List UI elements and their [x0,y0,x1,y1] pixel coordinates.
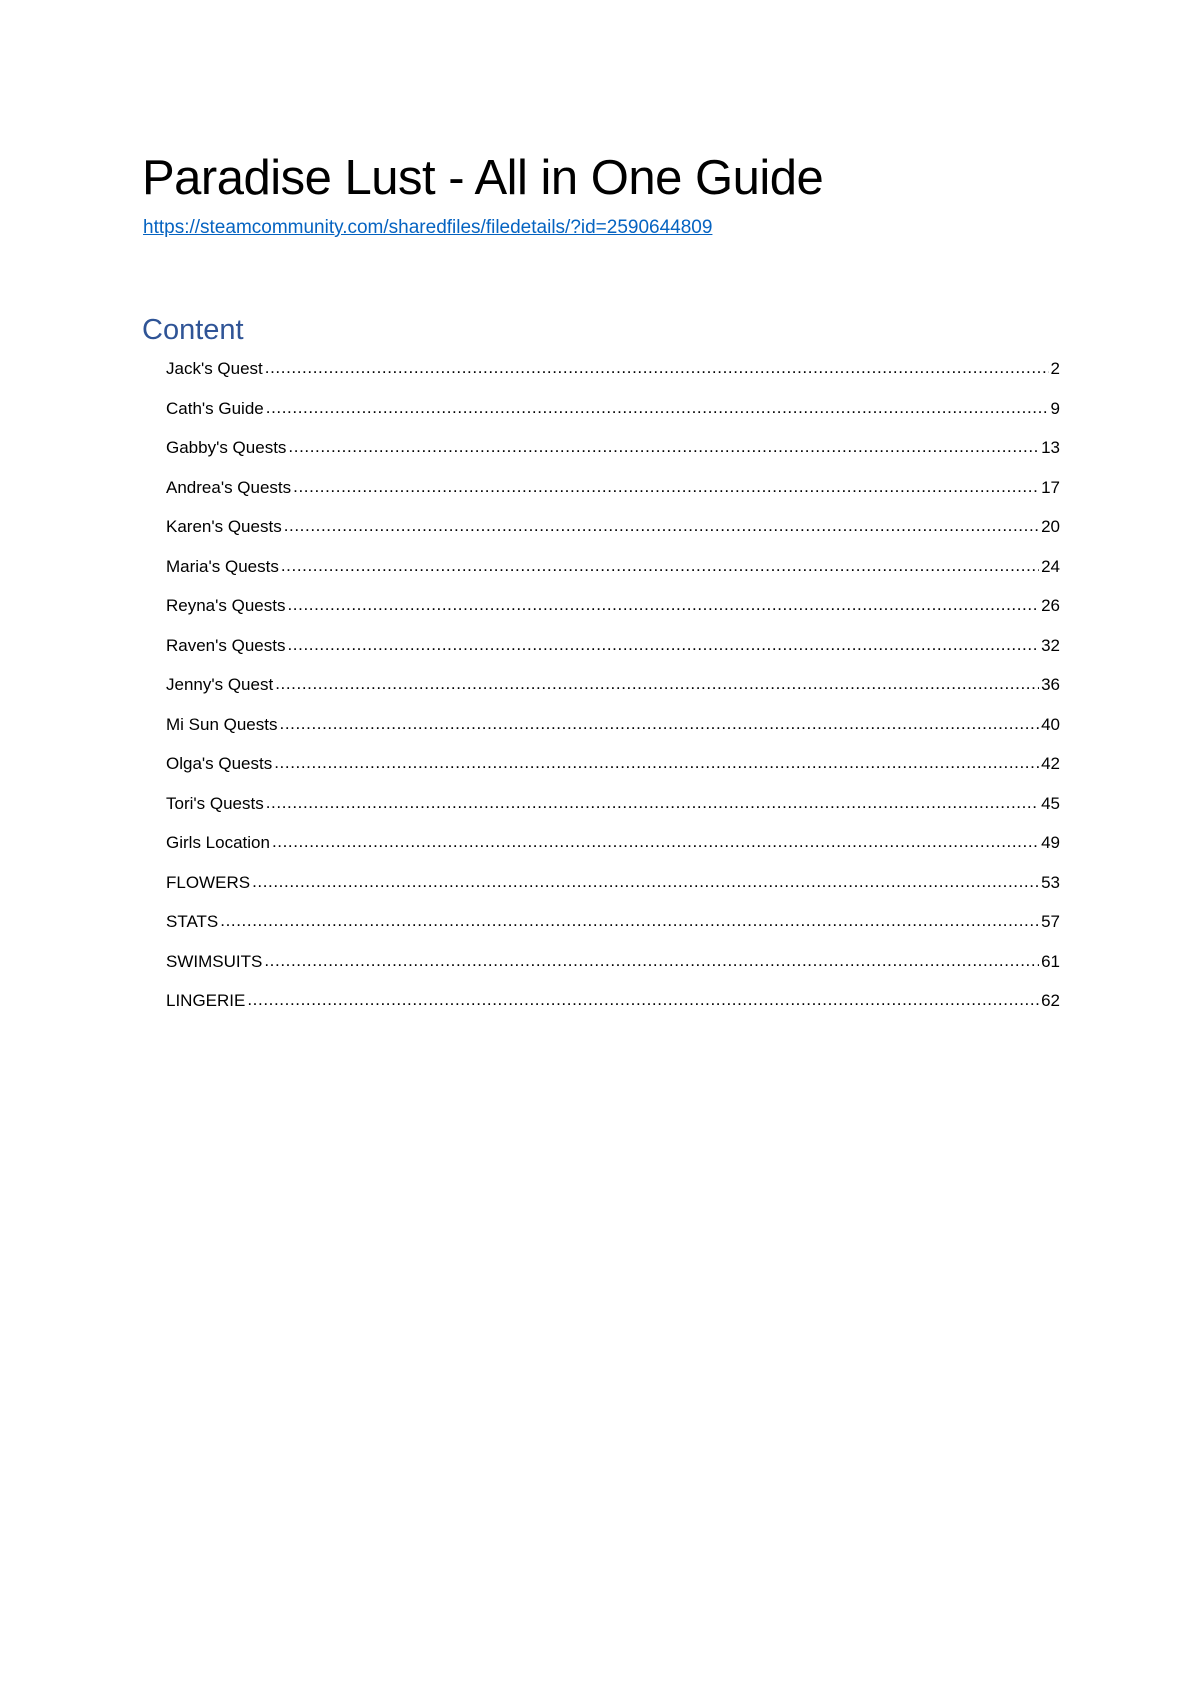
toc-dot-leader [220,909,1039,933]
toc-dot-leader [287,593,1039,617]
toc-entry[interactable] [166,871,1060,911]
toc-dot-leader [284,514,1039,538]
toc-page-number: 17 [1041,477,1060,497]
steam-guide-link[interactable]: https://steamcommunity.com/sharedfiles/filedetails/?id=2590644809 [143,217,713,238]
toc-dot-leader [247,988,1039,1012]
toc-dot-leader [274,751,1039,775]
toc-page-number: 45 [1041,793,1060,813]
toc-entry-label: FLOWERS [166,872,251,892]
toc-entry[interactable] [166,989,1060,1029]
toc-entry-label: Reyna's Quests [166,596,286,615]
toc-page-number: 53 [1041,872,1060,892]
toc-entry-label: STATS [166,912,219,931]
toc-entry[interactable] [166,594,1060,634]
toc-entry[interactable] [166,673,1060,713]
toc-entry[interactable] [166,555,1060,595]
toc-entry-label: Mi Sun Quests [166,714,278,734]
toc-page-number: 40 [1041,714,1060,734]
toc-dot-leader [266,791,1039,815]
toc-entry-label: Jenny's Quest [166,675,274,694]
toc-dot-leader [275,672,1039,696]
toc-dot-leader [266,396,1049,420]
toc-page-number: 42 [1041,754,1060,773]
toc-entry-label: Cath's Guide [166,398,264,418]
toc-entry[interactable] [166,515,1060,555]
toc-entry-label: Olga's Quests [166,754,273,773]
toc-entry-label: Girls Location [166,833,270,852]
document-title: Paradise Lust - All in One Guide [142,151,824,205]
toc-dot-leader [281,554,1039,578]
toc-dot-leader [265,356,1049,380]
toc-page-number: 61 [1041,951,1060,971]
toc-dot-leader [288,435,1039,459]
toc-page-number: 36 [1041,675,1060,694]
toc-page-number: 2 [1050,359,1060,378]
toc-entry[interactable] [166,436,1060,476]
toc-dot-leader [287,633,1039,657]
toc-entry-label: Gabby's Quests [166,438,287,457]
toc-page-number: 62 [1041,991,1060,1010]
toc-entry[interactable] [166,910,1060,950]
toc-entry[interactable] [166,634,1060,674]
toc-entry-label: SWIMSUITS [166,951,263,971]
toc-heading: Content [142,314,244,346]
toc-page-number: 57 [1041,912,1060,931]
toc-entry-label: Raven's Quests [166,635,286,655]
toc-entry-label: Tori's Quests [166,793,264,813]
toc-entry-label: Jack's Quest [166,359,263,378]
toc-page-number: 26 [1041,596,1060,615]
toc-entry[interactable] [166,831,1060,871]
toc-page-number: 24 [1041,556,1060,576]
toc-entry-label: Maria's Quests [166,556,279,576]
toc-entry-label: Andrea's Quests [166,477,292,497]
toc-page-number: 49 [1041,833,1060,852]
toc-entry[interactable] [166,713,1060,753]
toc-entry[interactable] [166,752,1060,792]
toc-entry[interactable] [166,950,1060,990]
toc-page-number: 13 [1041,438,1060,457]
toc-page-number: 9 [1050,398,1060,418]
toc-page-number: 20 [1041,517,1060,536]
toc-dot-leader [280,712,1040,736]
toc-dot-leader [293,475,1039,499]
toc-entry-label: LINGERIE [166,991,246,1010]
toc-entry[interactable] [166,357,1060,397]
toc-dot-leader [252,870,1039,894]
toc-dot-leader [272,830,1039,854]
toc-page-number: 32 [1041,635,1060,655]
toc-dot-leader [264,949,1039,973]
toc-entry[interactable] [166,476,1060,516]
toc-entry[interactable] [166,397,1060,437]
toc-entry[interactable] [166,792,1060,832]
toc-entry-label: Karen's Quests [166,517,282,536]
table-of-contents [166,357,1060,1029]
